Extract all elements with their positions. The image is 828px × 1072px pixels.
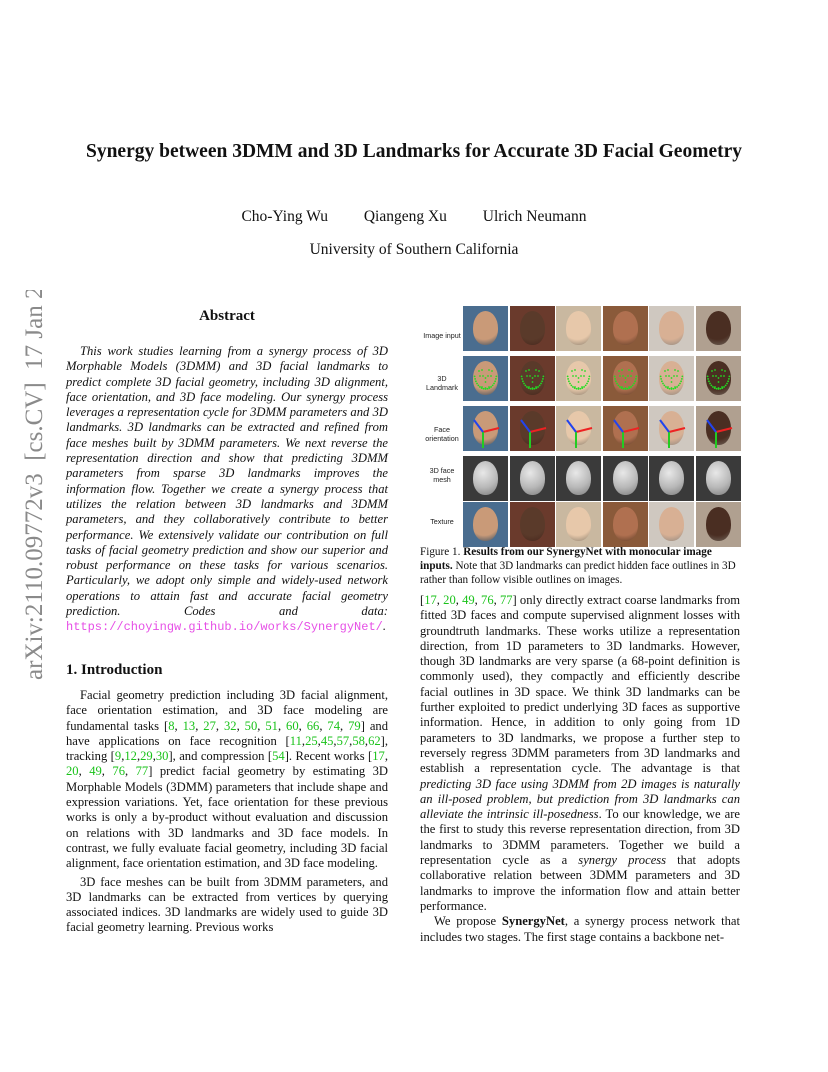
landmark-point: [714, 386, 716, 388]
result-image: [603, 502, 648, 547]
landmark-point: [534, 375, 536, 377]
landmark-point: [575, 375, 577, 377]
landmark-point: [485, 377, 487, 379]
landmark-point: [662, 383, 664, 385]
landmark-point: [528, 386, 530, 388]
face: [566, 507, 591, 541]
author-list: [0, 208, 828, 226]
landmark-point: [720, 375, 722, 377]
right-paragraph-2: We propose SynergyNet, a synergy process network that includes two stages. The first stage contains a backbone net-: [420, 914, 741, 944]
orientation-axis: [623, 428, 639, 432]
landmark-point: [487, 375, 489, 377]
landmark-point: [624, 387, 626, 389]
landmark-point: [726, 383, 728, 385]
citation-link[interactable]: 25: [305, 733, 318, 748]
landmark-point: [475, 380, 477, 382]
face-mesh: [520, 461, 545, 495]
face: [473, 507, 498, 541]
landmark-point: [587, 380, 589, 382]
landmark-point: [583, 386, 585, 388]
landmark-point: [477, 385, 479, 387]
face: [520, 311, 545, 345]
landmark-point: [661, 380, 663, 382]
landmark-point: [488, 369, 490, 371]
landmark-point: [674, 386, 676, 388]
result-image: [510, 502, 555, 547]
result-image: [510, 306, 555, 351]
landmark-point: [483, 388, 485, 390]
landmark-point: [618, 370, 620, 372]
row-label-3d-face-mesh: 3D face mesh: [429, 466, 455, 484]
landmark-point: [624, 381, 626, 383]
landmark-point: [717, 377, 719, 379]
face: [473, 311, 498, 345]
landmark-point: [673, 388, 675, 390]
landmark-point: [664, 370, 666, 372]
landmark-point: [526, 386, 528, 388]
figure-1: [423, 306, 741, 546]
landmark-point: [665, 375, 667, 377]
citation-link[interactable]: 20: [443, 593, 456, 607]
orientation-axis: [707, 420, 716, 432]
result-image: [463, 356, 508, 401]
landmark-point: [487, 388, 489, 390]
landmark-point: [628, 369, 630, 371]
landmark-point: [728, 375, 730, 377]
landmark-point: [535, 369, 537, 371]
citation-link[interactable]: 29: [140, 749, 153, 764]
result-image: [556, 306, 601, 351]
landmark-point: [631, 385, 633, 387]
row-label-3d-landmark: 3D Landmark: [426, 374, 458, 392]
landmark-point: [719, 388, 721, 390]
landmark-point: [572, 386, 574, 388]
landmark-point: [667, 386, 669, 388]
landmark-point: [712, 375, 714, 377]
affiliation: University of Southern California: [309, 241, 519, 258]
face: [613, 507, 638, 541]
landmark-overlay: [463, 356, 508, 401]
citation-link[interactable]: 8: [168, 718, 175, 733]
landmark-point: [488, 386, 490, 388]
landmark-point: [630, 375, 632, 377]
landmark-point: [724, 370, 726, 372]
orientation-axis: [669, 428, 685, 432]
landmark-point: [482, 375, 484, 377]
landmark-point: [634, 378, 636, 380]
landmark-point: [710, 385, 712, 387]
face: [566, 311, 591, 345]
citation-link[interactable]: 17: [424, 593, 437, 607]
citation-link[interactable]: 62: [368, 733, 381, 748]
right-column-body: [420, 593, 740, 945]
landmark-point: [541, 380, 543, 382]
landmark-point: [567, 375, 569, 377]
landmark-overlay: [603, 356, 648, 401]
landmark-point: [531, 377, 533, 379]
landmark-point: [585, 385, 587, 387]
result-image: [649, 406, 694, 451]
landmark-point: [567, 378, 569, 380]
landmark-point: [538, 370, 540, 372]
result-image: [603, 356, 648, 401]
landmark-point: [529, 375, 531, 377]
landmark-point: [723, 386, 725, 388]
right-paragraph-1: [17, 20, 49, 76, 77] only directly extract coarse landmarks from fitted 3D faces and compute supervised alignment losses with groundtruth landmarks. These works utilize a representation direction, from 1D parameters to 3D landmarks. However, though 3D landmarks are very sparse (a 68-point definition is commonly used), they compactly and efficiently describe facial outlines in 3D space. We think 3D landmarks can be further exploited to predict underlying 3D faces as supportive information. Hence, in addition to only going from 1D parameters to 3D landmarks, we propose a further step to reversely regress 3DMM parameters from 3D landmarks and establish a representation cycle. The advantage is that predicting 3D face using 3DMM from 2D images is naturally an ill-posed problem, but prediction from 3D landmarks can alleviate the intrinsic ill-posedness. To our knowledge, we are the first to study this reverse representation direction, from 3D landmarks to 3DMM parameters. Together we build a representation cycle as a synergy process that adopts collaborative relation between 3DMM parameters and 3D landmarks to improve the information flow and attain better performance.: [420, 593, 741, 913]
orientation-axes: [696, 406, 741, 451]
landmark-point: [541, 378, 543, 380]
landmark-point: [491, 370, 493, 372]
landmark-point: [631, 370, 633, 372]
landmark-point: [673, 375, 675, 377]
landmark-point: [523, 383, 525, 385]
face-mesh: [566, 461, 591, 495]
landmark-point: [712, 386, 714, 388]
landmark-point: [671, 381, 673, 383]
citation-link[interactable]: 11: [289, 733, 302, 748]
landmark-point: [584, 370, 586, 372]
landmark-point: [574, 386, 576, 388]
landmark-point: [526, 375, 528, 377]
landmark-point: [669, 388, 671, 390]
landmark-point: [630, 386, 632, 388]
landmark-point: [529, 388, 531, 390]
figure-1-caption: [420, 545, 740, 587]
citation-link[interactable]: 77: [135, 764, 149, 779]
landmark-point: [679, 383, 681, 385]
landmark-point: [540, 383, 542, 385]
result-image: [603, 456, 648, 501]
landmark-point: [628, 386, 630, 388]
abstract-heading: Abstract: [199, 308, 255, 324]
landmark-point: [474, 375, 476, 377]
face: [706, 507, 731, 541]
landmark-point: [663, 385, 665, 387]
landmark-point: [677, 370, 679, 372]
landmark-point: [538, 385, 540, 387]
result-image: [556, 456, 601, 501]
abstract-link-tail: .: [382, 619, 387, 634]
landmark-point: [667, 369, 669, 371]
citation-link[interactable]: 49: [89, 764, 102, 779]
landmark-point: [622, 388, 624, 390]
landmark-point: [681, 375, 683, 377]
result-image: [510, 456, 555, 501]
landmark-point: [537, 386, 539, 388]
landmark-point: [723, 375, 725, 377]
landmark-point: [727, 380, 729, 382]
landmark-point: [479, 386, 481, 388]
landmark-overlay: [649, 356, 694, 401]
landmark-point: [676, 375, 678, 377]
orientation-axes: [463, 406, 508, 451]
face-mesh: [613, 461, 638, 495]
citation-link[interactable]: 30: [155, 749, 169, 764]
landmark-point: [678, 385, 680, 387]
result-image: [649, 356, 694, 401]
landmark-point: [528, 369, 530, 371]
landmark-point: [533, 388, 535, 390]
landmark-point: [676, 386, 678, 388]
landmark-point: [619, 386, 621, 388]
result-image: [603, 306, 648, 351]
landmark-point: [492, 385, 494, 387]
landmark-point: [479, 375, 481, 377]
result-image: [696, 502, 741, 547]
landmark-point: [727, 378, 729, 380]
landmark-point: [681, 378, 683, 380]
orientation-axis: [521, 420, 530, 432]
result-image: [556, 502, 601, 547]
landmark-point: [665, 386, 667, 388]
paper-title: Synergy between 3DMM and 3D Landmarks for Accurate 3D Facial Geometry: [85, 141, 743, 162]
citation-link[interactable]: 60: [286, 718, 299, 733]
abstract-text: This work studies learning from a synergy process of 3D Morphable Models (3DMM) and 3D facial landmarks to predict complete 3D facial geometry, including 3D alignment, face orientation, and 3D face modeling. Our synergy process leverages a representation cycle for 3DMM parameters and 3D landmarks. 3D landmarks can be extracted and refined from face meshes built by 3DMM parameters. We next reverse the representation direction and show that predicting 3DMM parameters from sparse 3D landmarks improves the information flow. Together we create a synergy process that utilizes the relation between 3D landmarks and 3DMM parameters, and they collaboratively contribute to better performance. We extensively validate our contribution on full tasks of facial geometry prediction and show our superior and robust performance on these tasks for various scenarios. Particularly, we adopt only simple and widely-used network operations to attain fast and accurate facial geometry prediction. Codes and data:: [66, 344, 388, 619]
arxiv-stamp-text: arXiv:2110.09772v3 [cs.CV] 17 Jan 2024: [21, 290, 48, 680]
landmark-point: [633, 383, 635, 385]
landmark-point: [624, 377, 626, 379]
landmark-point: [617, 385, 619, 387]
row-label-texture: Texture: [430, 517, 454, 526]
landmark-point: [537, 375, 539, 377]
row-label-face-orientation: Face orientation: [425, 425, 459, 443]
result-image: [510, 356, 555, 401]
intro-paragraph-2: 3D face meshes can be built from 3DMM parameters, and 3D landmarks can be extracted from vertices by querying associated indices. 3D landmarks are widely used to guide 3D facial geometry learning. Previous works: [66, 874, 388, 935]
landmark-point: [717, 381, 719, 383]
landmark-point: [721, 386, 723, 388]
landmark-point: [493, 383, 495, 385]
result-image: [696, 306, 741, 351]
landmark-point: [715, 375, 717, 377]
intro-paragraph-1: Facial geometry prediction including 3D facial alignment, face orientation estimation, and 3D face modeling are fundamental tasks [8, 13, 27, 32, 50, 51, 60, 66, 74, 79] and have applications on face recognition [11,25,45,57,58,62], tracking [9,12,29,30], and compression [54]. Recent works [17, 20, 49, 76, 77] predict facial geometry by estimating 3D Morphable Models (3DMM) parameters that include shape and expression variations. Yet, face orientation for these previous works is only a by-product without evaluation and discussion on relations with 3D landmarks and 3D face models. In contrast, we fully evaluate facial geometry, including 3D facial alignment, face orientation estimation, and 3D face modeling.: [66, 688, 389, 871]
result-image: [463, 456, 508, 501]
result-image: [556, 406, 601, 451]
result-image: [556, 356, 601, 401]
landmark-point: [578, 377, 580, 379]
landmark-point: [586, 383, 588, 385]
landmark-point: [485, 381, 487, 383]
landmark-point: [581, 386, 583, 388]
orientation-axis: [614, 420, 623, 432]
landmark-overlay: [696, 356, 741, 401]
citation-link[interactable]: 77: [499, 593, 513, 607]
landmark-point: [568, 380, 570, 382]
landmark-point: [478, 370, 480, 372]
landmark-point: [711, 370, 713, 372]
result-image: [603, 406, 648, 451]
landmark-point: [724, 385, 726, 387]
landmark-point: [583, 375, 585, 377]
landmark-point: [635, 375, 637, 377]
result-image: [649, 502, 694, 547]
landmark-point: [581, 369, 583, 371]
citation-link[interactable]: 13: [182, 718, 196, 733]
landmark-point: [634, 380, 636, 382]
citation-link[interactable]: 74: [327, 718, 341, 733]
landmark-point: [717, 387, 719, 389]
landmark-point: [520, 375, 522, 377]
landmark-point: [542, 375, 544, 377]
landmark-point: [721, 369, 723, 371]
citation-link[interactable]: 54: [272, 749, 285, 764]
result-image: [463, 406, 508, 451]
landmark-point: [707, 378, 709, 380]
citation-link[interactable]: 17: [372, 749, 385, 764]
orientation-axis: [483, 428, 499, 432]
landmark-point: [627, 375, 629, 377]
orientation-axes: [649, 406, 694, 451]
landmark-point: [485, 387, 487, 389]
row-label-image-input: Image input: [423, 331, 461, 340]
landmark-point: [615, 380, 617, 382]
orientation-axes: [603, 406, 648, 451]
landmark-point: [522, 380, 524, 382]
citation-link[interactable]: 76: [481, 593, 494, 607]
citation-link[interactable]: 57: [336, 733, 350, 748]
landmark-point: [535, 386, 537, 388]
landmark-point: [680, 380, 682, 382]
landmark-point: [578, 381, 580, 383]
caption-label: Figure 1.: [420, 546, 461, 558]
caption-text: Note that 3D landmarks can predict hidden face outlines in 3D rather than follow visible outlines on images.: [420, 560, 736, 586]
landmark-point: [576, 388, 578, 390]
landmark-point: [474, 378, 476, 380]
landmark-point: [476, 383, 478, 385]
face-mesh: [706, 461, 731, 495]
result-image: [696, 356, 741, 401]
landmark-point: [531, 381, 533, 383]
landmark-point: [621, 386, 623, 388]
orientation-axis: [576, 428, 592, 432]
citation-link[interactable]: 20: [66, 764, 79, 779]
citation-link[interactable]: 58: [352, 733, 365, 748]
landmark-point: [580, 388, 582, 390]
orientation-axis: [474, 420, 483, 432]
landmark-point: [531, 387, 533, 389]
landmark-point: [578, 387, 580, 389]
citation-link[interactable]: 45: [320, 733, 334, 748]
face: [613, 311, 638, 345]
landmark-point: [671, 377, 673, 379]
citation-link[interactable]: 49: [462, 593, 475, 607]
landmark-point: [660, 378, 662, 380]
landmark-point: [715, 388, 717, 390]
landmark-point: [621, 369, 623, 371]
landmark-point: [706, 375, 708, 377]
landmark-point: [668, 375, 670, 377]
landmark-point: [588, 378, 590, 380]
landmark-point: [571, 370, 573, 372]
landmark-point: [495, 375, 497, 377]
landmark-point: [525, 370, 527, 372]
landmark-point: [708, 380, 710, 382]
landmark-point: [626, 388, 628, 390]
face-mesh: [659, 461, 684, 495]
landmark-point: [671, 387, 673, 389]
orientation-axes: [510, 406, 555, 451]
result-image: [696, 456, 741, 501]
landmark-overlay: [556, 356, 601, 401]
result-image: [463, 306, 508, 351]
landmark-point: [616, 383, 618, 385]
citation-link[interactable]: 76: [112, 764, 125, 779]
landmark-point: [619, 375, 621, 377]
face: [706, 311, 731, 345]
result-image: [696, 406, 741, 451]
author-name: Cho-Ying Wu: [241, 208, 328, 225]
landmark-point: [521, 378, 523, 380]
landmark-point: [570, 385, 572, 387]
citation-link[interactable]: 66: [306, 718, 320, 733]
face: [659, 311, 684, 345]
result-image: [510, 406, 555, 451]
landmark-point: [709, 383, 711, 385]
citation-link[interactable]: 12: [124, 749, 137, 764]
landmark-point: [490, 375, 492, 377]
introduction-body: [66, 688, 388, 939]
result-image: [649, 456, 694, 501]
caption-bold: Results from our SynergyNet with monocular image inputs.: [420, 546, 712, 572]
citation-link[interactable]: 32: [223, 718, 237, 733]
section-heading-introduction: 1. Introduction: [66, 662, 163, 678]
orientation-axis: [530, 428, 546, 432]
citation-link[interactable]: 51: [265, 718, 278, 733]
landmark-point: [495, 378, 497, 380]
result-image: [463, 502, 508, 547]
landmark-point: [524, 385, 526, 387]
author-name: Qiangeng Xu: [363, 208, 447, 225]
landmark-point: [494, 380, 496, 382]
face: [659, 507, 684, 541]
citation-link[interactable]: 27: [203, 718, 216, 733]
landmark-point: [622, 375, 624, 377]
landmark-point: [481, 386, 483, 388]
face-mesh: [473, 461, 498, 495]
citation-link[interactable]: 9: [114, 749, 122, 764]
face: [520, 507, 545, 541]
citation-link[interactable]: 79: [348, 718, 361, 733]
result-image: [649, 306, 694, 351]
landmark-point: [614, 378, 616, 380]
landmark-point: [580, 375, 582, 377]
code-link[interactable]: https://choyingw.github.io/works/SynergyNet/: [66, 620, 383, 635]
landmark-point: [660, 375, 662, 377]
arxiv-stamp: [14, 290, 50, 680]
orientation-axis: [660, 420, 669, 432]
landmark-point: [613, 375, 615, 377]
author-name: Ulrich Neumann: [482, 208, 587, 225]
landmark-point: [481, 369, 483, 371]
landmark-point: [572, 375, 574, 377]
landmark-point: [574, 369, 576, 371]
orientation-axes: [556, 406, 601, 451]
landmark-point: [490, 386, 492, 388]
landmark-point: [588, 375, 590, 377]
landmark-overlay: [510, 356, 555, 401]
landmark-point: [569, 383, 571, 385]
citation-link[interactable]: 50: [244, 718, 258, 733]
landmark-point: [714, 369, 716, 371]
orientation-axis: [716, 428, 732, 432]
landmark-point: [674, 369, 676, 371]
orientation-axis: [567, 420, 576, 432]
abstract-body: [66, 344, 388, 636]
